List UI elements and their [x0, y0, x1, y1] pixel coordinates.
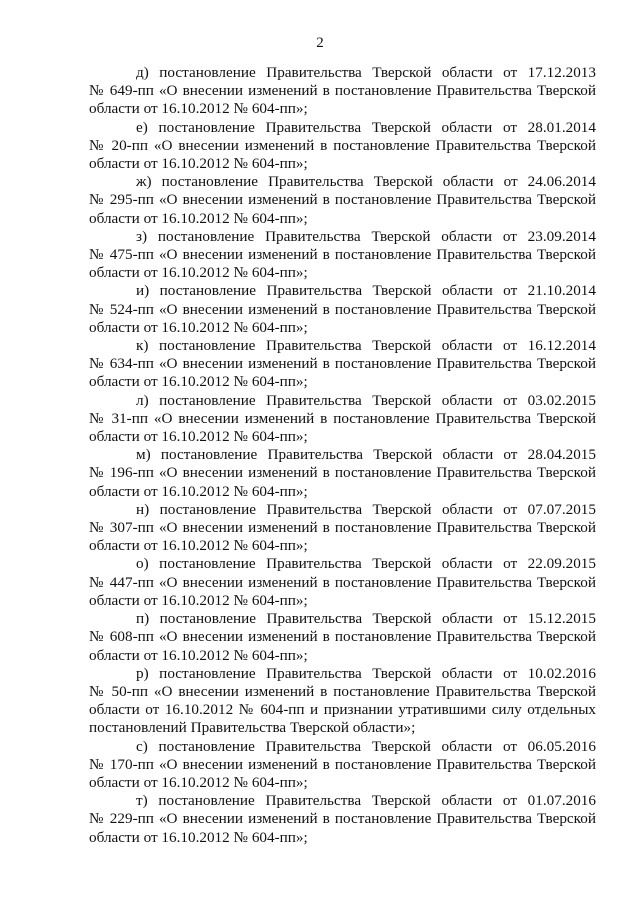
item-line: области от 16.10.2012 № 604-пп и признании утратившими силу отдельных [89, 701, 596, 719]
item-line: № 170-пп «О внесении изменений в постановление Правительства Тверской [89, 755, 596, 773]
item-first-line: д) постановление Правительства Тверской области от 17.12.2013 [136, 64, 596, 81]
list-item [89, 228, 596, 283]
item-line: области от 16.10.2012 № 604-пп»; [89, 318, 308, 336]
list-item [89, 337, 596, 392]
item-line: № 50-пп «О внесении изменений в постановление Правительства Тверской [89, 682, 596, 700]
item-line: области от 16.10.2012 № 604-пп»; [89, 537, 308, 555]
item-first-line: к) постановление Правительства Тверской области от 16.12.2014 [136, 337, 596, 355]
list-item [89, 501, 596, 556]
item-line: области от 16.10.2012 № 604-пп»; [89, 373, 308, 391]
list-item [89, 446, 596, 501]
item-line: № 20-пп «О внесении изменений в постановление Правительства Тверской [89, 136, 596, 154]
list-item [89, 738, 596, 793]
item-first-line: н) постановление Правительства Тверской области от 07.07.2015 [136, 500, 596, 518]
list-item [89, 392, 596, 447]
item-line: области от 16.10.2012 № 604-пп»; [89, 482, 308, 500]
item-first-line: ж) постановление Правительства Тверской области от 24.06.2014 [136, 173, 596, 191]
item-line: области от 16.10.2012 № 604-пп»; [89, 591, 308, 609]
item-line: области от 16.10.2012 № 604-пп»; [89, 828, 308, 846]
item-line: № 634-пп «О внесении изменений в постановление Правительства Тверской [89, 355, 596, 373]
list-item [89, 173, 596, 228]
item-line: № 229-пп «О внесении изменений в постановление Правительства Тверской [89, 810, 596, 828]
item-line: области от 16.10.2012 № 604-пп»; [89, 428, 308, 446]
item-line: постановлений Правительства Тверской области»; [89, 719, 416, 737]
item-line: № 524-пп «О внесении изменений в постановление Правительства Тверской [89, 300, 596, 318]
item-first-line: р) постановление Правительства Тверской области от 10.02.2016 [136, 664, 596, 682]
item-line: области от 16.10.2012 № 604-пп»; [89, 264, 308, 282]
list-item [89, 610, 596, 665]
item-first-line: с) постановление Правительства Тверской области от 06.05.2016 [136, 737, 596, 755]
list-item [89, 555, 596, 610]
item-line: области от 16.10.2012 № 604-пп»; [89, 100, 308, 118]
item-line: № 608-пп «О внесении изменений в постановление Правительства Тверской [89, 628, 596, 646]
item-line: № 447-пп «О внесении изменений в постановление Правительства Тверской [89, 573, 596, 591]
item-first-line: п) постановление Правительства Тверской области от 15.12.2015 [136, 610, 596, 628]
item-line: № 475-пп «О внесении изменений в постановление Правительства Тверской [89, 246, 596, 264]
page-number: 2 [316, 35, 324, 51]
item-first-line: м) постановление Правительства Тверской области от 28.04.2015 [136, 446, 596, 464]
item-line: области от 16.10.2012 № 604-пп»; [89, 209, 308, 227]
item-line: № 307-пп «О внесении изменений в постановление Правительства Тверской [89, 519, 596, 537]
item-first-line: т) постановление Правительства Тверской области от 01.07.2016 [136, 792, 596, 810]
item-line: № 196-пп «О внесении изменений в постановление Правительства Тверской [89, 464, 596, 482]
document-body [89, 64, 596, 847]
list-item [89, 119, 596, 174]
item-line: области от 16.10.2012 № 604-пп»; [89, 773, 308, 791]
list-item [89, 792, 596, 847]
list-item [89, 64, 596, 119]
list-item [89, 665, 596, 738]
item-line: № 649-пп «О внесении изменений в постановление Правительства Тверской [89, 82, 596, 100]
list-item [89, 282, 596, 337]
item-line: № 31-пп «О внесении изменений в постановление Правительства Тверской [89, 409, 596, 427]
item-first-line: з) постановление Правительства Тверской области от 23.09.2014 [136, 227, 596, 245]
item-first-line: о) постановление Правительства Тверской области от 22.09.2015 [136, 555, 596, 573]
item-first-line: и) постановление Правительства Тверской области от 21.10.2014 [136, 282, 596, 300]
item-first-line: л) постановление Правительства Тверской области от 03.02.2015 [136, 391, 596, 409]
item-line: области от 16.10.2012 № 604-пп»; [89, 155, 308, 173]
item-line: № 295-пп «О внесении изменений в постановление Правительства Тверской [89, 191, 596, 209]
item-line: области от 16.10.2012 № 604-пп»; [89, 646, 308, 664]
item-first-line: е) постановление Правительства Тверской области от 28.01.2014 [136, 118, 596, 136]
